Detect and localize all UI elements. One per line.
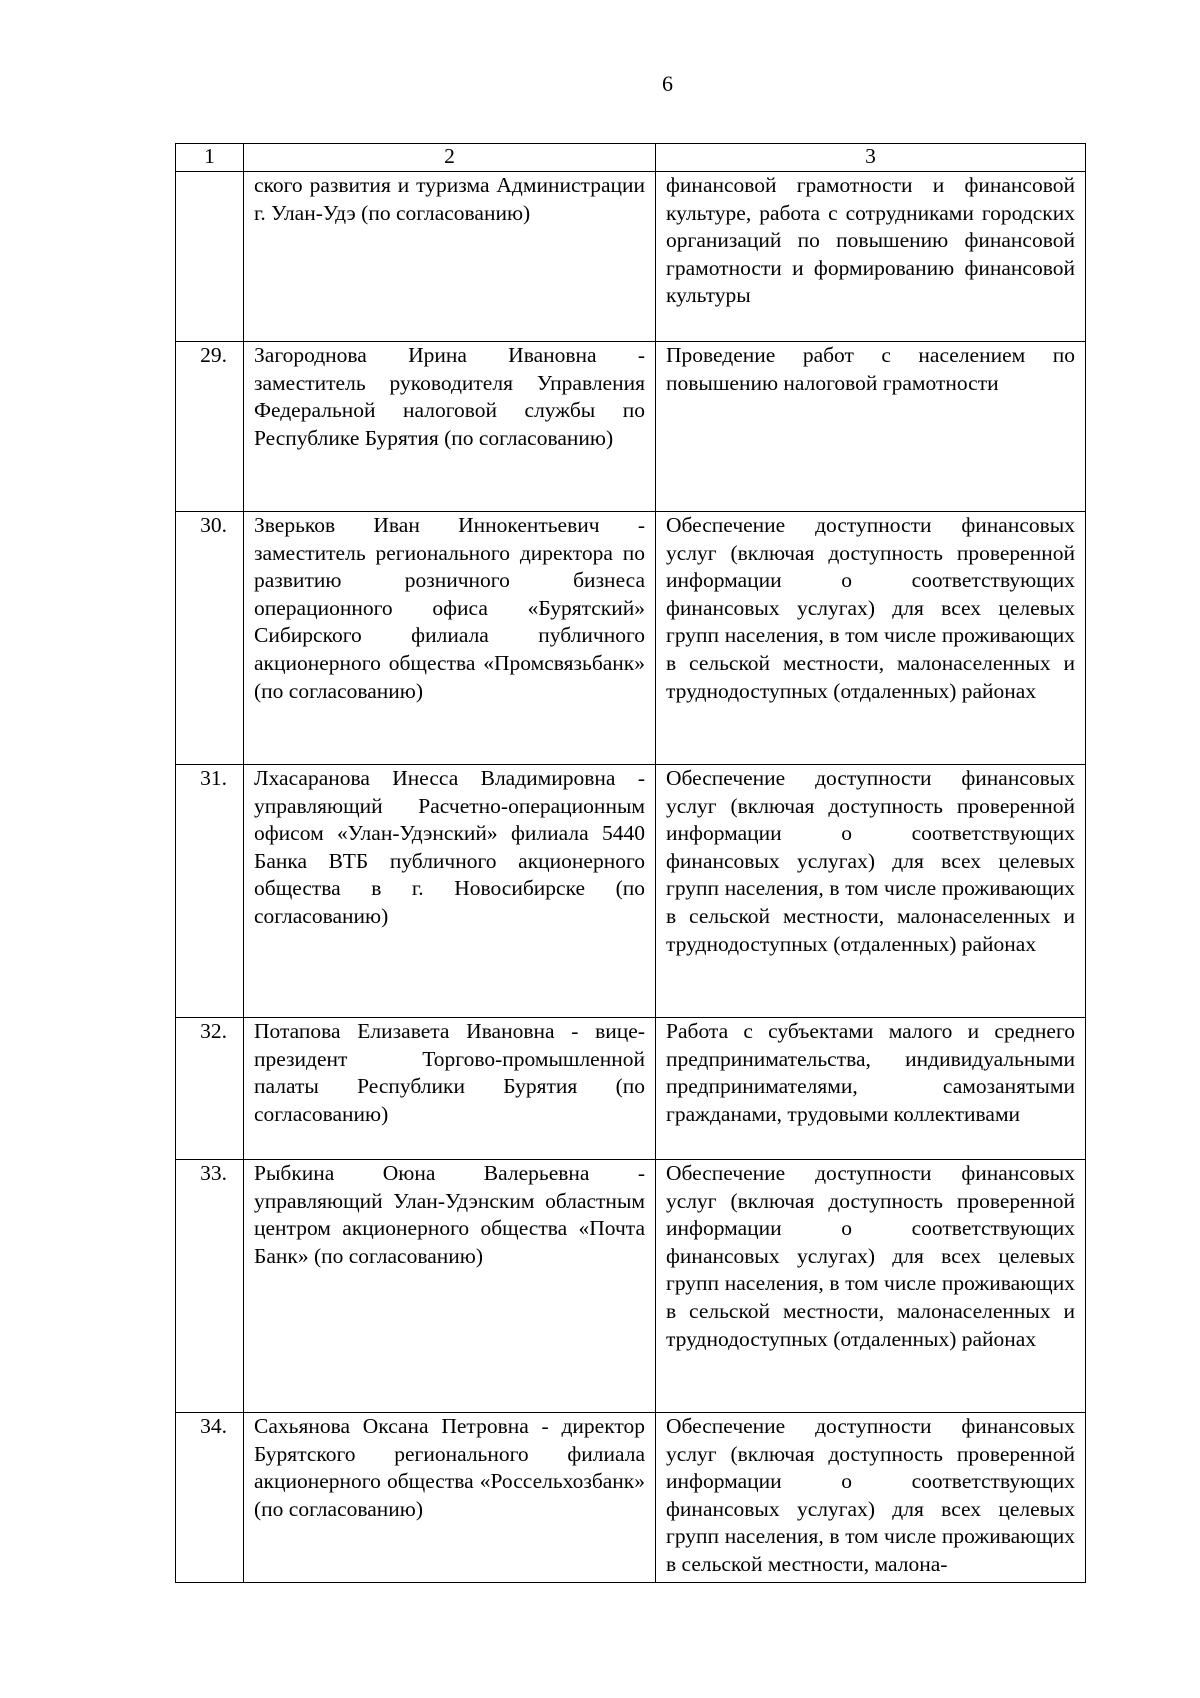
member-responsibility: Обеспечение доступности финансовых услуг (включая доступность проверенной информации о соответствующих финансовых услугах) для всех целевых групп населения, в том числе проживающих в сельской местности, малонаселенных и труднодоступных (отдаленных) районах — [656, 512, 1086, 765]
table-row — [176, 512, 1086, 765]
member-description: ского развития и туризма Администрации г. Улан-Удэ (по согласованию) — [244, 172, 656, 342]
header-cell-1: 1 — [176, 144, 244, 172]
member-description: Лхасаранова Инесса Владимировна - управляющий Расчетно-операционным офисом «Улан-Удэнский» филиала 5440 Банка ВТБ публичного акционерного общества в г. Новосибирске (по согласованию) — [244, 765, 656, 1018]
members-table — [175, 143, 1086, 1583]
row-number: 34. — [176, 1413, 244, 1583]
member-responsibility: финансовой грамотности и финансовой культуре, работа с сотрудниками городских организаций по повышению финансовой грамотности и формированию финансовой культуры — [656, 172, 1086, 342]
row-number: 32. — [176, 1018, 244, 1160]
member-description: Зверьков Иван Иннокентьевич - заместитель регионального директора по развитию розничного бизнеса операционного офиса «Бурятский» Сибирского филиала публичного акционерного общества «Промсвязьбанк» (по согласованию) — [244, 512, 656, 765]
member-description: Сахьянова Оксана Петровна - директор Бурятского регионального филиала акционерного общества «Россельхозбанк» (по согласованию) — [244, 1413, 656, 1583]
table-row — [176, 765, 1086, 1018]
member-responsibility: Обеспечение доступности финансовых услуг (включая доступность проверенной информации о соответствующих финансовых услугах) для всех целевых групп населения, в том числе проживающих в сельской местности, малонаселенных и труднодоступных (отдаленных) районах — [656, 1160, 1086, 1413]
table-row — [176, 342, 1086, 512]
page-number: 6 — [662, 71, 673, 96]
table-row — [176, 172, 1086, 342]
header-cell-2: 2 — [244, 144, 656, 172]
row-number: 33. — [176, 1160, 244, 1413]
header-cell-3: 3 — [656, 144, 1086, 172]
member-description: Рыбкина Оюна Валерьевна - управляющий Улан-Удэнским областным центром акционерного общества «Почта Банк» (по согласованию) — [244, 1160, 656, 1413]
table-row — [176, 1413, 1086, 1583]
row-number: 31. — [176, 765, 244, 1018]
row-number: 30. — [176, 512, 244, 765]
member-description: Потапова Елизавета Ивановна - вице-президент Торгово-промышленной палаты Республики Бурятия (по согласованию) — [244, 1018, 656, 1160]
row-number: 29. — [176, 342, 244, 512]
member-responsibility: Обеспечение доступности финансовых услуг (включая доступность проверенной информации о соответствующих финансовых услугах) для всех целевых групп населения, в том числе проживающих в сельской местности, малонаселенных и труднодоступных (отдаленных) районах — [656, 765, 1086, 1018]
member-responsibility: Проведение работ с населением по повышению налоговой грамотности — [656, 342, 1086, 512]
member-responsibility: Работа с субъектами малого и среднего предпринимательства, индивидуальными предпринимателями, самозанятыми гражданами, трудовыми коллективами — [656, 1018, 1086, 1160]
table-row — [176, 1018, 1086, 1160]
member-responsibility: Обеспечение доступности финансовых услуг (включая доступность проверенной информации о соответствующих финансовых услугах) для всех целевых групп населения, в том числе проживающих в сельской местности, малона- — [656, 1413, 1086, 1583]
row-number — [176, 172, 244, 342]
member-description: Загороднова Ирина Ивановна - заместитель руководителя Управления Федеральной налоговой службы по Республике Бурятия (по согласованию) — [244, 342, 656, 512]
table-row — [176, 1160, 1086, 1413]
table-header-row — [176, 144, 1086, 172]
